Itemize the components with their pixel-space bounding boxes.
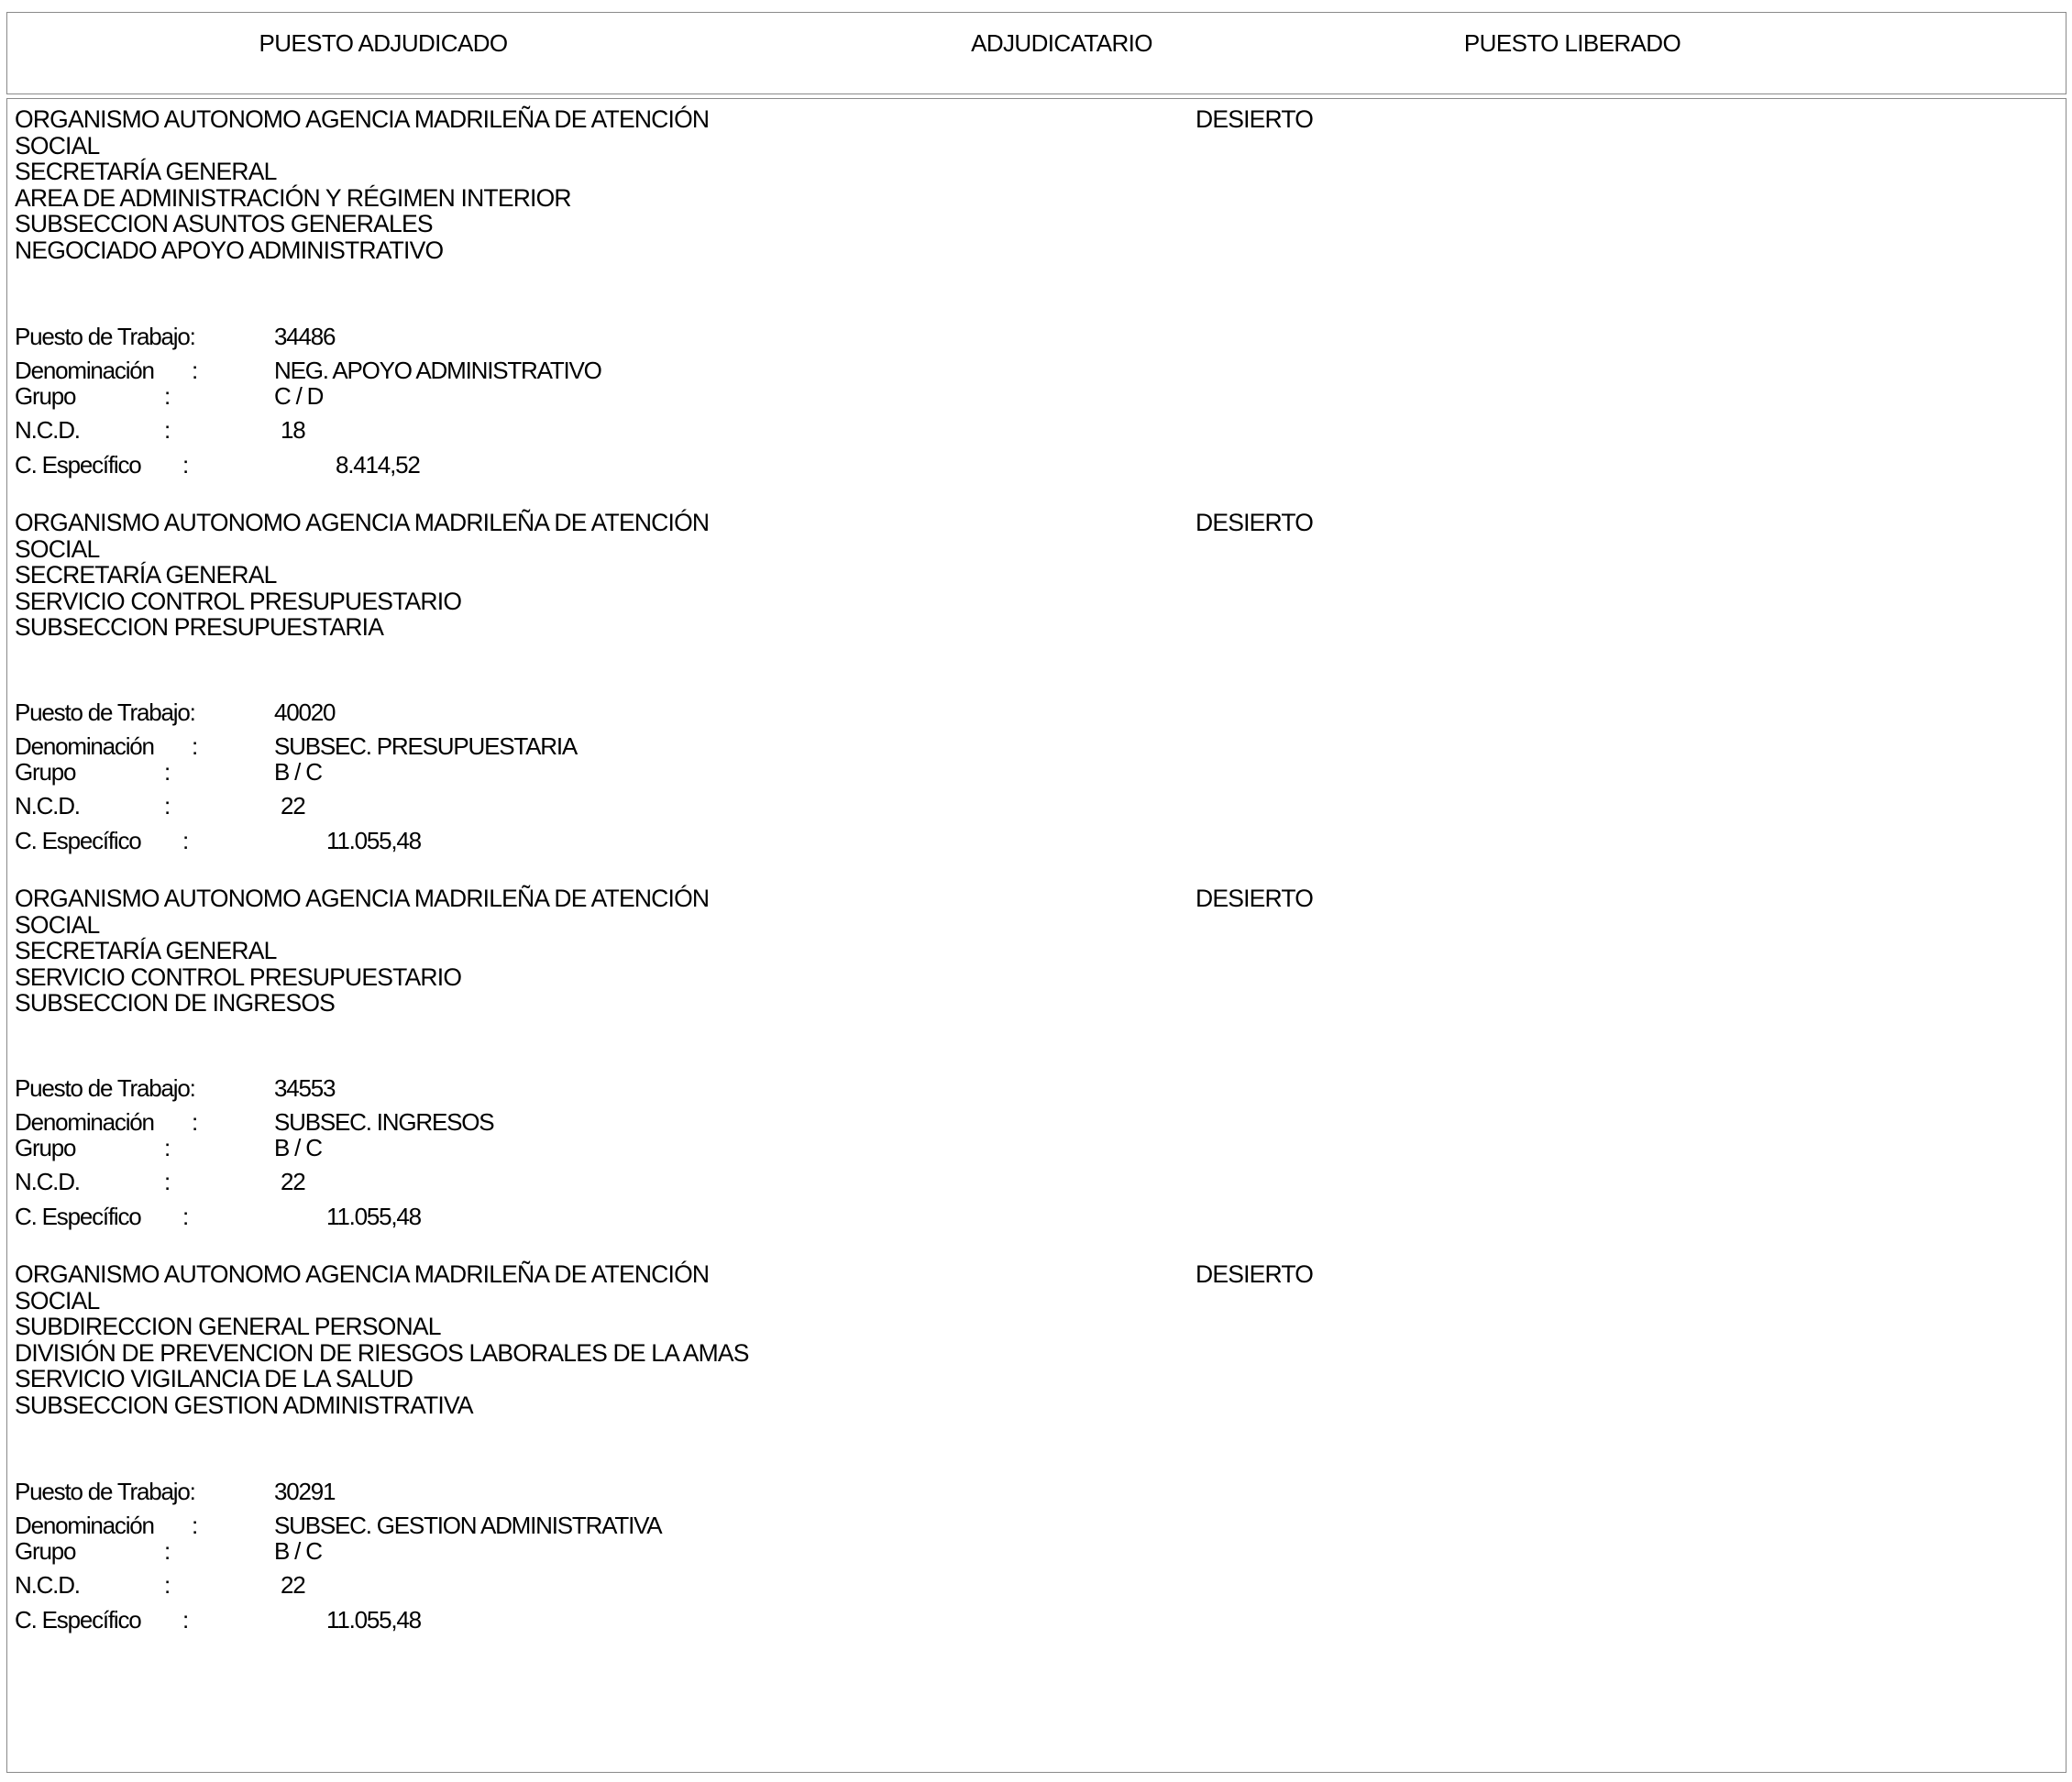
puesto-value: 30291 <box>274 1478 336 1505</box>
field-label: C. Específico <box>15 1606 141 1634</box>
field-label: N.C.D. <box>15 792 80 820</box>
org-line: SERVICIO CONTROL PRESUPUESTARIO <box>15 587 462 615</box>
header-adjudicatario: ADJUDICATARIO <box>971 29 1152 57</box>
field-label: Puesto de Trabajo: <box>15 698 195 726</box>
puesto-value: 40020 <box>274 698 336 726</box>
field-label: N.C.D. <box>15 416 80 444</box>
org-line: SOCIAL <box>15 910 100 939</box>
grupo-value: B / C <box>274 758 322 786</box>
especifico-value: 8.414,52 <box>336 451 420 478</box>
field-label: N.C.D. <box>15 1168 80 1195</box>
grupo-value: B / C <box>274 1134 322 1161</box>
list-item: ORGANISMO AUTONOMO AGENCIA MADRILEÑA DE ATENCIÓN SOCIAL SECRETARÍA GENERAL SERVICIO CONTROL PRESUPUESTARIO SUBSECCION DE INGRESOS DESIERTO Puesto de Trabajo: 34553 Denominación : SUBSEC. INGRESOS Grupo : B / C N.C.D. : 22 C. Específico : 11.055,48 <box>15 885 1314 1230</box>
org-line: ORGANISMO AUTONOMO AGENCIA MADRILEÑA DE ATENCIÓN <box>15 1260 710 1288</box>
org-line: SUBSECCION PRESUPUESTARIA <box>15 613 384 641</box>
field-label: Denominación <box>15 1108 154 1136</box>
org-line: SUBSECCION DE INGRESOS <box>15 989 336 1017</box>
org-line: SECRETARÍA GENERAL <box>15 561 277 588</box>
org-line: SUBDIRECCION GENERAL PERSONAL <box>15 1313 441 1340</box>
denominacion-value: SUBSEC. PRESUPUESTARIA <box>274 732 577 760</box>
status-desierto: DESIERTO <box>1196 885 1314 912</box>
org-line: ORGANISMO AUTONOMO AGENCIA MADRILEÑA DE ATENCIÓN <box>15 105 710 133</box>
status-desierto: DESIERTO <box>1196 509 1314 536</box>
table-body <box>6 98 2066 1773</box>
field-label: Grupo <box>15 1537 76 1565</box>
header-puesto-liberado: PUESTO LIBERADO <box>1463 29 1681 57</box>
org-line: SOCIAL <box>15 534 100 563</box>
denominacion-value: SUBSEC. INGRESOS <box>274 1108 494 1136</box>
field-label: Grupo <box>15 758 76 786</box>
list-item: ORGANISMO AUTONOMO AGENCIA MADRILEÑA DE ATENCIÓN SOCIAL SECRETARÍA GENERAL SERVICIO CONTROL PRESUPUESTARIO SUBSECCION PRESUPUESTARIA DESIERTO Puesto de Trabajo: 40020 Denominación : SUBSEC. PRESUPUESTARIA Grupo : B / C N.C.D. : 22 C. Específico : 11.055,48 <box>15 509 1314 854</box>
grupo-value: C / D <box>274 382 324 410</box>
ncd-value: 18 <box>281 416 305 444</box>
field-label: Puesto de Trabajo: <box>15 323 195 350</box>
status-desierto: DESIERTO <box>1196 1260 1314 1288</box>
ncd-value: 22 <box>281 792 305 820</box>
list-item: ORGANISMO AUTONOMO AGENCIA MADRILEÑA DE ATENCIÓN SOCIAL SECRETARÍA GENERAL AREA DE ADMINISTRACIÓN Y RÉGIMEN INTERIOR SUBSECCION ASUNTOS GENERALES NEGOCIADO APOYO ADMINISTRATIVO DESIERTO Puesto de Trabajo: 34486 Denominación : NEG. APOYO ADMINISTRATIVO Grupo : C / D N.C.D. : 18 C. Específico : 8.414,52 <box>15 105 1314 478</box>
grupo-value: B / C <box>274 1537 322 1565</box>
field-label: N.C.D. <box>15 1571 80 1599</box>
puesto-value: 34553 <box>274 1074 336 1102</box>
denominacion-value: NEG. APOYO ADMINISTRATIVO <box>274 357 601 384</box>
org-unit-lines <box>15 106 709 263</box>
field-label: C. Específico <box>15 1203 141 1230</box>
org-unit-lines <box>15 1261 749 1418</box>
org-line: SECRETARÍA GENERAL <box>15 158 277 185</box>
org-line: DIVISIÓN DE PREVENCION DE RIESGOS LABORALES DE LA AMAS <box>15 1338 749 1367</box>
field-label: Grupo <box>15 1134 76 1161</box>
field-label: Denominación <box>15 357 154 384</box>
org-line: SUBSECCION GESTION ADMINISTRATIVA <box>15 1391 473 1419</box>
especifico-value: 11.055,48 <box>326 1606 421 1634</box>
especifico-value: 11.055,48 <box>326 1203 421 1230</box>
org-unit-lines <box>15 886 709 1017</box>
org-line: SECRETARÍA GENERAL <box>15 937 277 964</box>
field-label: Denominación <box>15 1512 154 1539</box>
field-label: Denominación <box>15 732 154 760</box>
table-header <box>6 12 2066 94</box>
org-line: SUBSECCION ASUNTOS GENERALES <box>15 210 433 237</box>
org-line: AREA DE ADMINISTRACIÓN Y RÉGIMEN INTERIOR <box>15 183 571 212</box>
field-label: Puesto de Trabajo: <box>15 1074 195 1102</box>
puesto-value: 34486 <box>274 323 336 350</box>
field-label: C. Específico <box>15 451 141 478</box>
field-label: Grupo <box>15 382 76 410</box>
field-label: C. Específico <box>15 827 141 854</box>
org-unit-lines <box>15 510 709 641</box>
org-line: ORGANISMO AUTONOMO AGENCIA MADRILEÑA DE ATENCIÓN <box>15 509 710 536</box>
denominacion-value: SUBSEC. GESTION ADMINISTRATIVA <box>274 1512 662 1539</box>
org-line: NEGOCIADO APOYO ADMINISTRATIVO <box>15 236 444 264</box>
status-desierto: DESIERTO <box>1196 105 1314 133</box>
org-line: SERVICIO CONTROL PRESUPUESTARIO <box>15 962 462 991</box>
ncd-value: 22 <box>281 1168 305 1195</box>
org-line: SOCIAL <box>15 131 100 160</box>
list-item: ORGANISMO AUTONOMO AGENCIA MADRILEÑA DE ATENCIÓN SOCIAL SUBDIRECCION GENERAL PERSONAL DIVISIÓN DE PREVENCION DE RIESGOS LABORALES DE LA AMAS SERVICIO VIGILANCIA DE LA SALUD SUBSECCION GESTION ADMINISTRATIVA DESIERTO Puesto de Trabajo: 30291 Denominación : SUBSEC. GESTION ADMINISTRATIVA Grupo : B / C N.C.D. : 22 C. Específico : 11.055,48 <box>15 1260 1314 1634</box>
especifico-value: 11.055,48 <box>326 827 421 854</box>
org-line: ORGANISMO AUTONOMO AGENCIA MADRILEÑA DE ATENCIÓN <box>15 885 710 912</box>
org-line: SERVICIO VIGILANCIA DE LA SALUD <box>15 1365 413 1392</box>
field-label: Puesto de Trabajo: <box>15 1478 195 1505</box>
org-line: SOCIAL <box>15 1286 100 1314</box>
ncd-value: 22 <box>281 1571 305 1599</box>
header-puesto-adjudicado: PUESTO ADJUDICADO <box>259 29 508 57</box>
